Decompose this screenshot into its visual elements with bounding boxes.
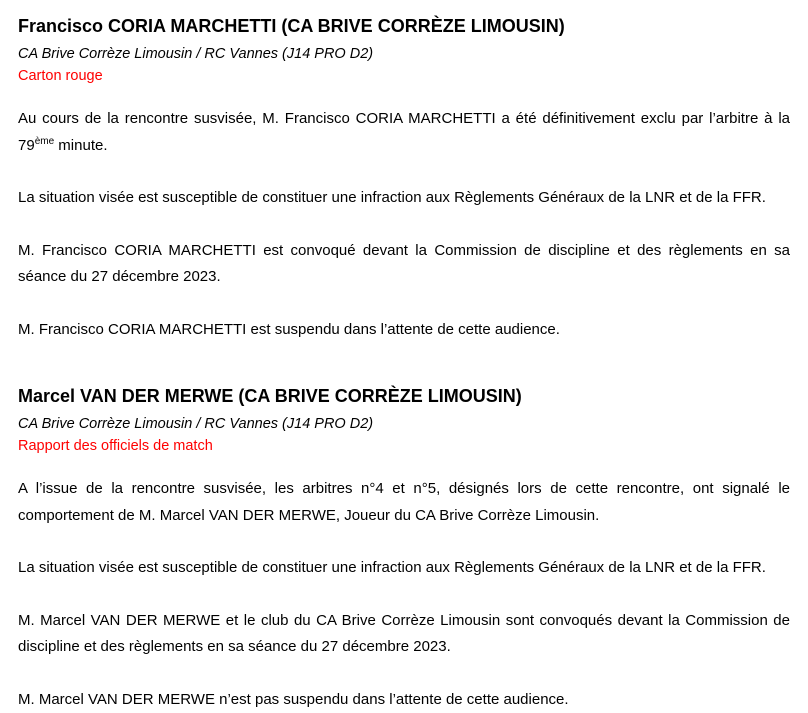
paragraph-suspension: M. Francisco CORIA MARCHETTI est suspendu dans l’attente de cette audience.: [18, 317, 790, 344]
paragraph-exclusion-text: Au cours de la rencontre susvisée, M. Francisco CORIA MARCHETTI a été définitivement exclu par l’arbitre à la 79: [18, 110, 790, 154]
player-title: Marcel VAN DER MERWE (CA BRIVE CORRÈZE LIMOUSIN): [18, 385, 790, 407]
player-title: Francisco CORIA MARCHETTI (CA BRIVE CORRÈZE LIMOUSIN): [18, 15, 790, 37]
sanction-category: Carton rouge: [18, 67, 790, 86]
paragraph-report: A l’issue de la rencontre susvisée, les arbitres n°4 et n°5, désignés lors de cette rencontre, ont signalé le comportement de M. Marcel VAN DER MERWE, Joueur du CA Brive Corrèze Limousin.: [18, 476, 790, 529]
paragraph-exclusion: [18, 106, 790, 159]
section-van-der-merwe: [18, 385, 790, 713]
paragraph-convocation: M. Marcel VAN DER MERWE et le club du CA Brive Corrèze Limousin sont convoqués devant la Commission de discipline et des règlements en sa séance du 27 décembre 2023.: [18, 608, 790, 661]
section-divider-space: [18, 343, 790, 385]
paragraph-no-suspension: M. Marcel VAN DER MERWE n’est pas suspendu dans l’attente de cette audience.: [18, 687, 790, 713]
paragraph-convocation: M. Francisco CORIA MARCHETTI est convoqué devant la Commission de discipline et des règlements en sa séance du 27 décembre 2023.: [18, 238, 790, 291]
ordinal-superscript: ème: [35, 136, 54, 147]
section-coria-marchetti: [18, 15, 790, 343]
paragraph-infraction: La situation visée est susceptible de constituer une infraction aux Règlements Généraux de la LNR et de la FFR.: [18, 555, 790, 582]
paragraph-exclusion-end: minute.: [54, 137, 107, 154]
match-subtitle: CA Brive Corrèze Limousin / RC Vannes (J14 PRO D2): [18, 415, 790, 434]
match-subtitle: CA Brive Corrèze Limousin / RC Vannes (J14 PRO D2): [18, 45, 790, 64]
paragraph-infraction: La situation visée est susceptible de constituer une infraction aux Règlements Généraux de la LNR et de la FFR.: [18, 185, 790, 212]
sanction-category: Rapport des officiels de match: [18, 437, 790, 456]
